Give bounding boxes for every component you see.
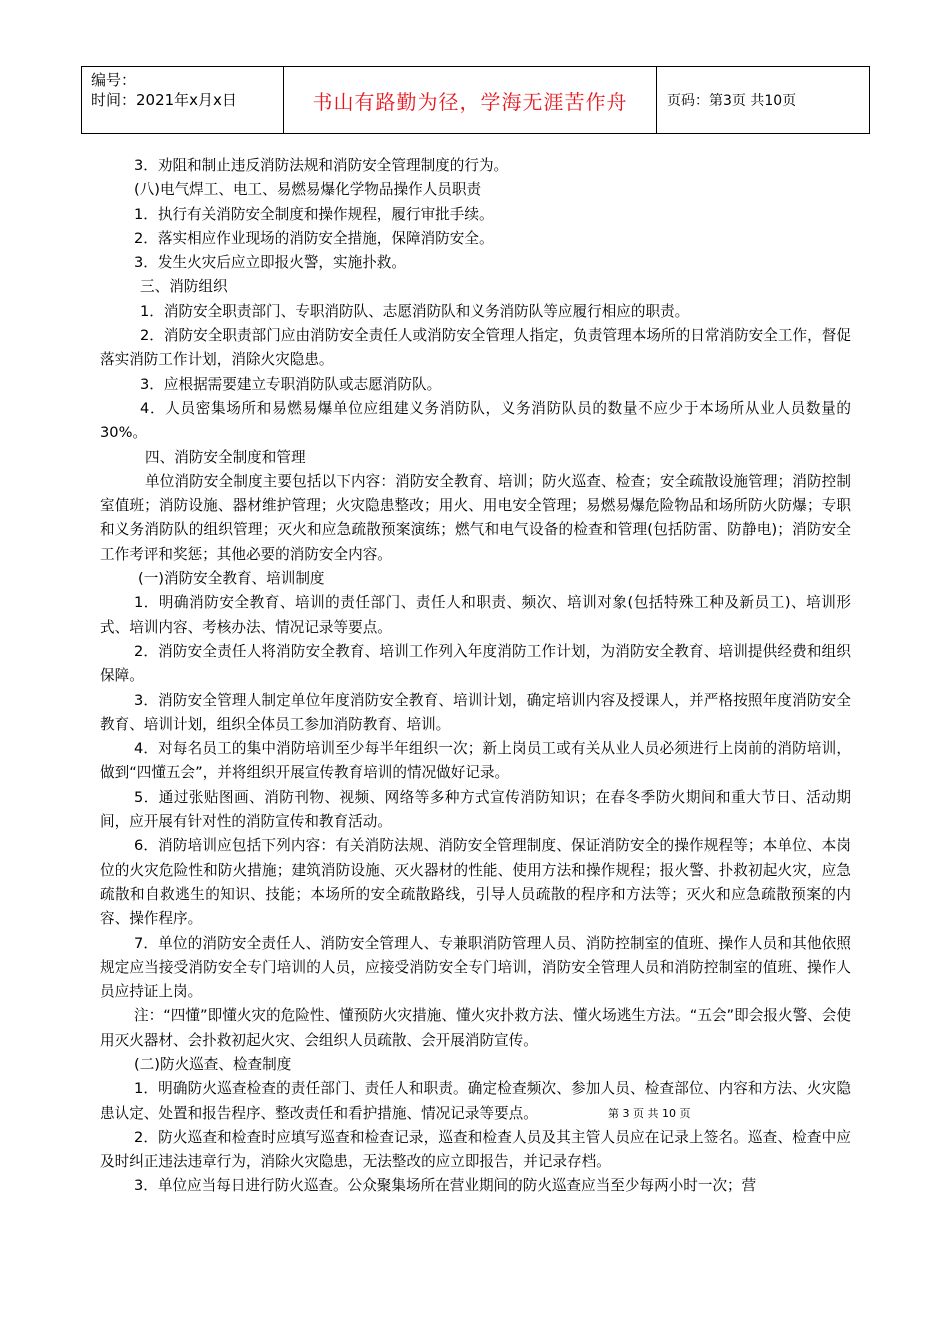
paragraph: 1．消防安全职责部门、专职消防队、志愿消防队和义务消防队等应履行相应的职责。 — [140, 302, 690, 320]
paragraph: (一)消防安全教育、培训制度 — [138, 570, 325, 588]
document-body — [100, 154, 851, 1199]
header-motto-cell — [284, 67, 657, 133]
paragraph: 1．明确防火巡查检查的责任部门、责任人和职责。确定检查频次、参加人员、检查部位、内容和方法、火灾隐患认定、处置和报告程序、整改责任和看护措施、情况记录等要点。 — [100, 1080, 851, 1122]
header-motto: 书山有路勤为径，学海无涯苦作舟 — [312, 89, 628, 114]
document-number-label: 编号： — [91, 71, 137, 89]
paragraph: 4．对每名员工的集中消防培训至少每半年组织一次；新上岗员工或有关从业人员必须进行上岗前的消防培训，做到“四懂五会”，并将组织开展宣传教育培训的情况做好记录。 — [100, 740, 851, 782]
paragraph: 3．发生火灾后应立即报火警，实施扑救。 — [134, 254, 406, 272]
header-page-number: 页码：第3页 共10页 — [667, 93, 797, 109]
document-date-label: 时间：2021年x月x日 — [91, 91, 237, 109]
header-meta-cell — [82, 67, 284, 133]
paragraph: 2．消防安全职责部门应由消防安全责任人或消防安全管理人指定，负责管理本场所的日常消防安全工作，督促落实消防工作计划，消除火灾隐患。 — [100, 327, 851, 369]
overlay-page-number: 第 3 页 共 10 页 — [608, 1107, 691, 1120]
paragraph: 3．劝阻和制止违反消防法规和消防安全管理制度的行为。 — [134, 157, 509, 174]
paragraph: (二)防火巡查、检查制度 — [134, 1055, 292, 1073]
paragraph: 3．单位应当每日进行防火巡查。公众聚集场所在营业期间的防火巡查应当至少每两小时一次；营 — [134, 1177, 757, 1195]
paragraph: 4．人员密集场所和易燃易爆单位应组建义务消防队，义务消防队员的数量不应少于本场所从业人员数量的30%。 — [100, 399, 851, 442]
paragraph: 1．明确消防安全教育、培训的责任部门、责任人和职责、频次、培训对象(包括特殊工种及新员工)、培训形式、培训内容、考核办法、情况记录等要点。 — [100, 594, 851, 636]
paragraph: 6．消防培训应包括下列内容：有关消防法规、消防安全管理制度、保证消防安全的操作规程等；本单位、本岗位的火灾危险性和防火措施；建筑消防设施、灭火器材的性能、使用方法和操作规程；报火警、扑救初起火灾，应急疏散和自救逃生的知识、技能；本场所的安全疏散路线，引导人员疏散的程序和方法等；灭火和应急疏散预案的内容、操作程序。 — [100, 837, 851, 928]
header-page-cell — [657, 67, 869, 133]
paragraph: 2．消防安全责任人将消防安全教育、培训工作列入年度消防工作计划，为消防安全教育、培训提供经费和组织保障。 — [100, 642, 851, 685]
paragraph: 5．通过张贴图画、消防刊物、视频、网络等多种方式宣传消防知识；在春冬季防火期间和重大节日、活动期间，应开展有针对性的消防宣传和教育活动。 — [100, 788, 851, 831]
paragraph: 2．防火巡查和检查时应填写巡查和检查记录，巡查和检查人员及其主管人员应在记录上签名。巡查、检查中应及时纠正违法违章行为，消除火灾隐患，无法整改的应立即报告，并记录存档。 — [100, 1128, 851, 1171]
paragraph: 1．执行有关消防安全制度和操作规程，履行审批手续。 — [134, 205, 494, 223]
paragraph: 3．应根据需要建立专职消防队或志愿消防队。 — [140, 375, 442, 393]
paragraph: 3．消防安全管理人制定单位年度消防安全教育、培训计划，确定培训内容及授课人，并严格按照年度消防安全教育、培训计划，组织全体员工参加消防教育、培训。 — [100, 691, 851, 733]
paragraph: 7．单位的消防安全责任人、消防安全管理人、专兼职消防管理人员、消防控制室的值班、操作人员和其他依照规定应当接受消防安全专门培训的人员，应接受消防安全专门培训，消防安全管理人员和消防控制室的值班、操作人员应持证上岗。 — [100, 934, 851, 1001]
paragraph: 四、消防安全制度和管理 — [145, 448, 306, 466]
paragraph: 单位消防安全制度主要包括以下内容：消防安全教育、培训；防火巡查、检查；安全疏散设施管理；消防控制室值班；消防设施、器材维护管理；火灾隐患整改；用火、用电安全管理；易燃易爆危险物品和场所防火防爆；专职和义务消防队的组织管理；灭火和应急疏散预案演练；燃气和电气设备的检查和管理(包括防雷、防静电)；消防安全工作考评和奖惩；其他必要的消防安全内容。 — [100, 472, 851, 563]
paragraph: 2．落实相应作业现场的消防安全措施，保障消防安全。 — [134, 229, 494, 247]
page-header-table — [81, 66, 870, 134]
paragraph: 注：“四懂”即懂火灾的危险性、懂预防火灾措施、懂火灾扑救方法、懂火场逃生方法。“五会”即会报火警、会使用灭火器材、会扑救初起火灾、会组织人员疏散、会开展消防宣传。 — [100, 1007, 851, 1049]
paragraph: 三、消防组织 — [140, 278, 228, 296]
paragraph: (八)电气焊工、电工、易燃易爆化学物品操作人员职责 — [134, 181, 482, 199]
